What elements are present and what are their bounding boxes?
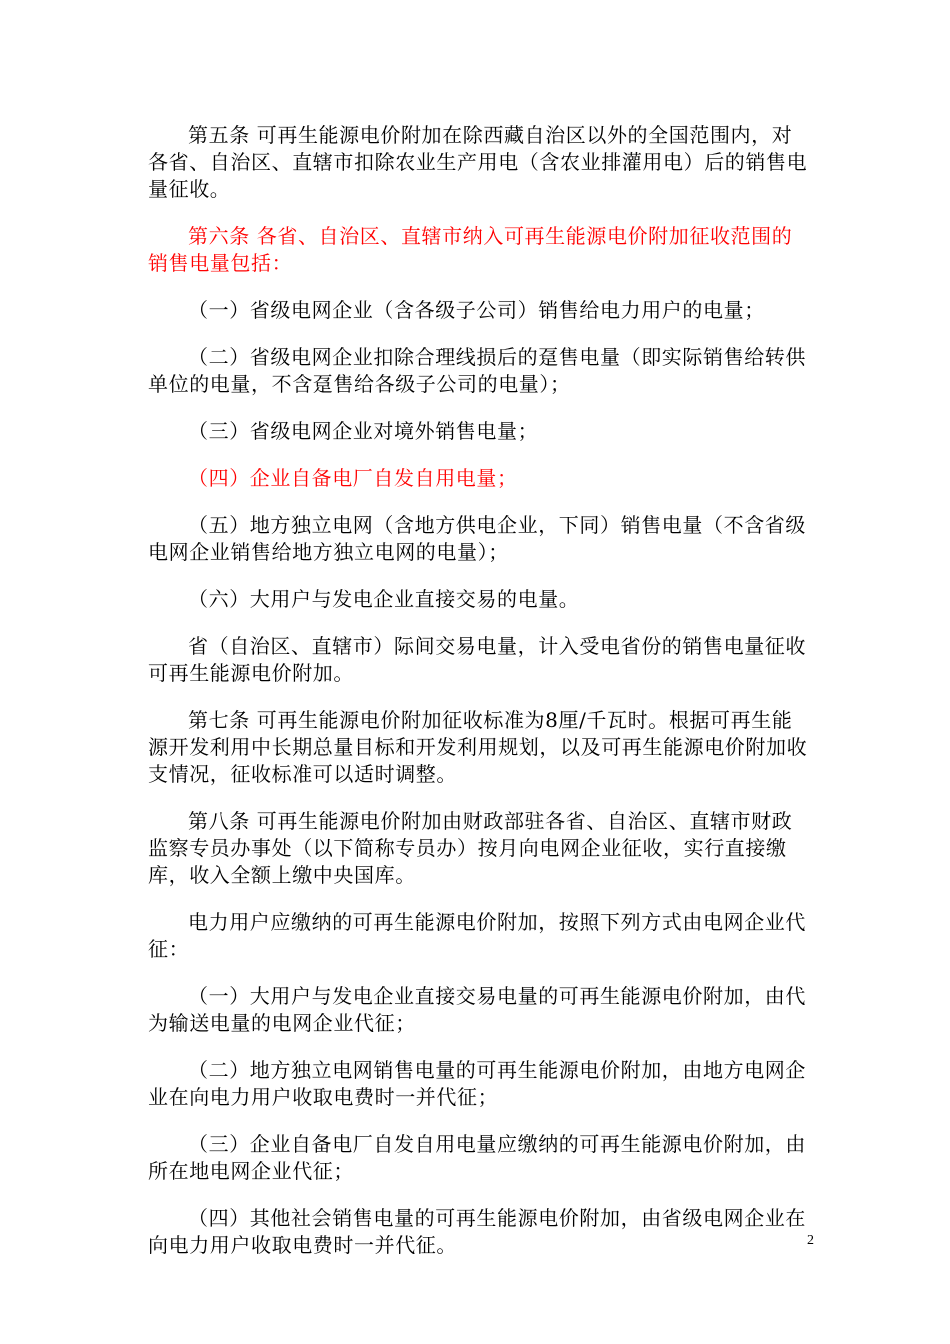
article-8-paragraph: 第八条 可再生能源电价附加由财政部驻各省、自治区、直辖市财政监察专员办事处（以下简称专员办）按月向电网企业征收，实行直接缴库，收入全额上缴中央国库。 — [148, 809, 793, 887]
collection-item-3: （三）企业自备电厂自发自用电量应缴纳的可再生能源电价附加，由所在地电网企业代征； — [148, 1132, 806, 1183]
inter-provincial-paragraph: 省（自治区、直辖市）际间交易电量，计入受电省份的销售电量征收可再生能源电价附加。 — [148, 634, 806, 685]
document-body — [148, 122, 812, 1279]
article-6-item-4: （四）企业自备电厂自发自用电量； — [188, 466, 518, 490]
article-7-paragraph: 第七条 可再生能源电价附加征收标准为8厘/千瓦时。根据可再生能源开发利用中长期总量目标和开发利用规划，以及可再生能源电价附加收支情况，征收标准可以适时调整。 — [148, 708, 808, 786]
article-6-item-3: （三）省级电网企业对境外销售电量； — [188, 419, 539, 443]
article-6-item-5: （五）地方独立电网（含地方供电企业，下同）销售电量（不含省级电网企业销售给地方独立电网的电量）； — [148, 513, 806, 564]
article-6-item-1: （一）省级电网企业（含各级子公司）销售给电力用户的电量； — [188, 298, 765, 322]
collection-methods-paragraph: 电力用户应缴纳的可再生能源电价附加，按照下列方式由电网企业代征： — [148, 910, 806, 961]
article-5-paragraph: 第五条 可再生能源电价附加在除西藏自治区以外的全国范围内，对各省、自治区、直辖市扣除农业生产用电（含农业排灌用电）后的销售电量征收。 — [148, 123, 808, 201]
article-6-item-6: （六）大用户与发电企业直接交易的电量。 — [188, 587, 580, 611]
collection-item-1: （一）大用户与发电企业直接交易电量的可再生能源电价附加，由代为输送电量的电网企业代征； — [148, 984, 806, 1035]
collection-item-2: （二）地方独立电网销售电量的可再生能源电价附加，由地方电网企业在向电力用户收取电费时一并代征； — [148, 1058, 806, 1109]
page-number: 2 — [807, 1233, 814, 1248]
article-6-paragraph: 第六条 各省、自治区、直辖市纳入可再生能源电价附加征收范围的销售电量包括： — [148, 224, 793, 275]
collection-item-4: （四）其他社会销售电量的可再生能源电价附加，由省级电网企业在向电力用户收取电费时一并代征。 — [148, 1206, 806, 1257]
article-6-item-2: （二）省级电网企业扣除合理线损后的趸售电量（即实际销售给转供单位的电量，不含趸售给各级子公司的电量）； — [148, 345, 806, 396]
